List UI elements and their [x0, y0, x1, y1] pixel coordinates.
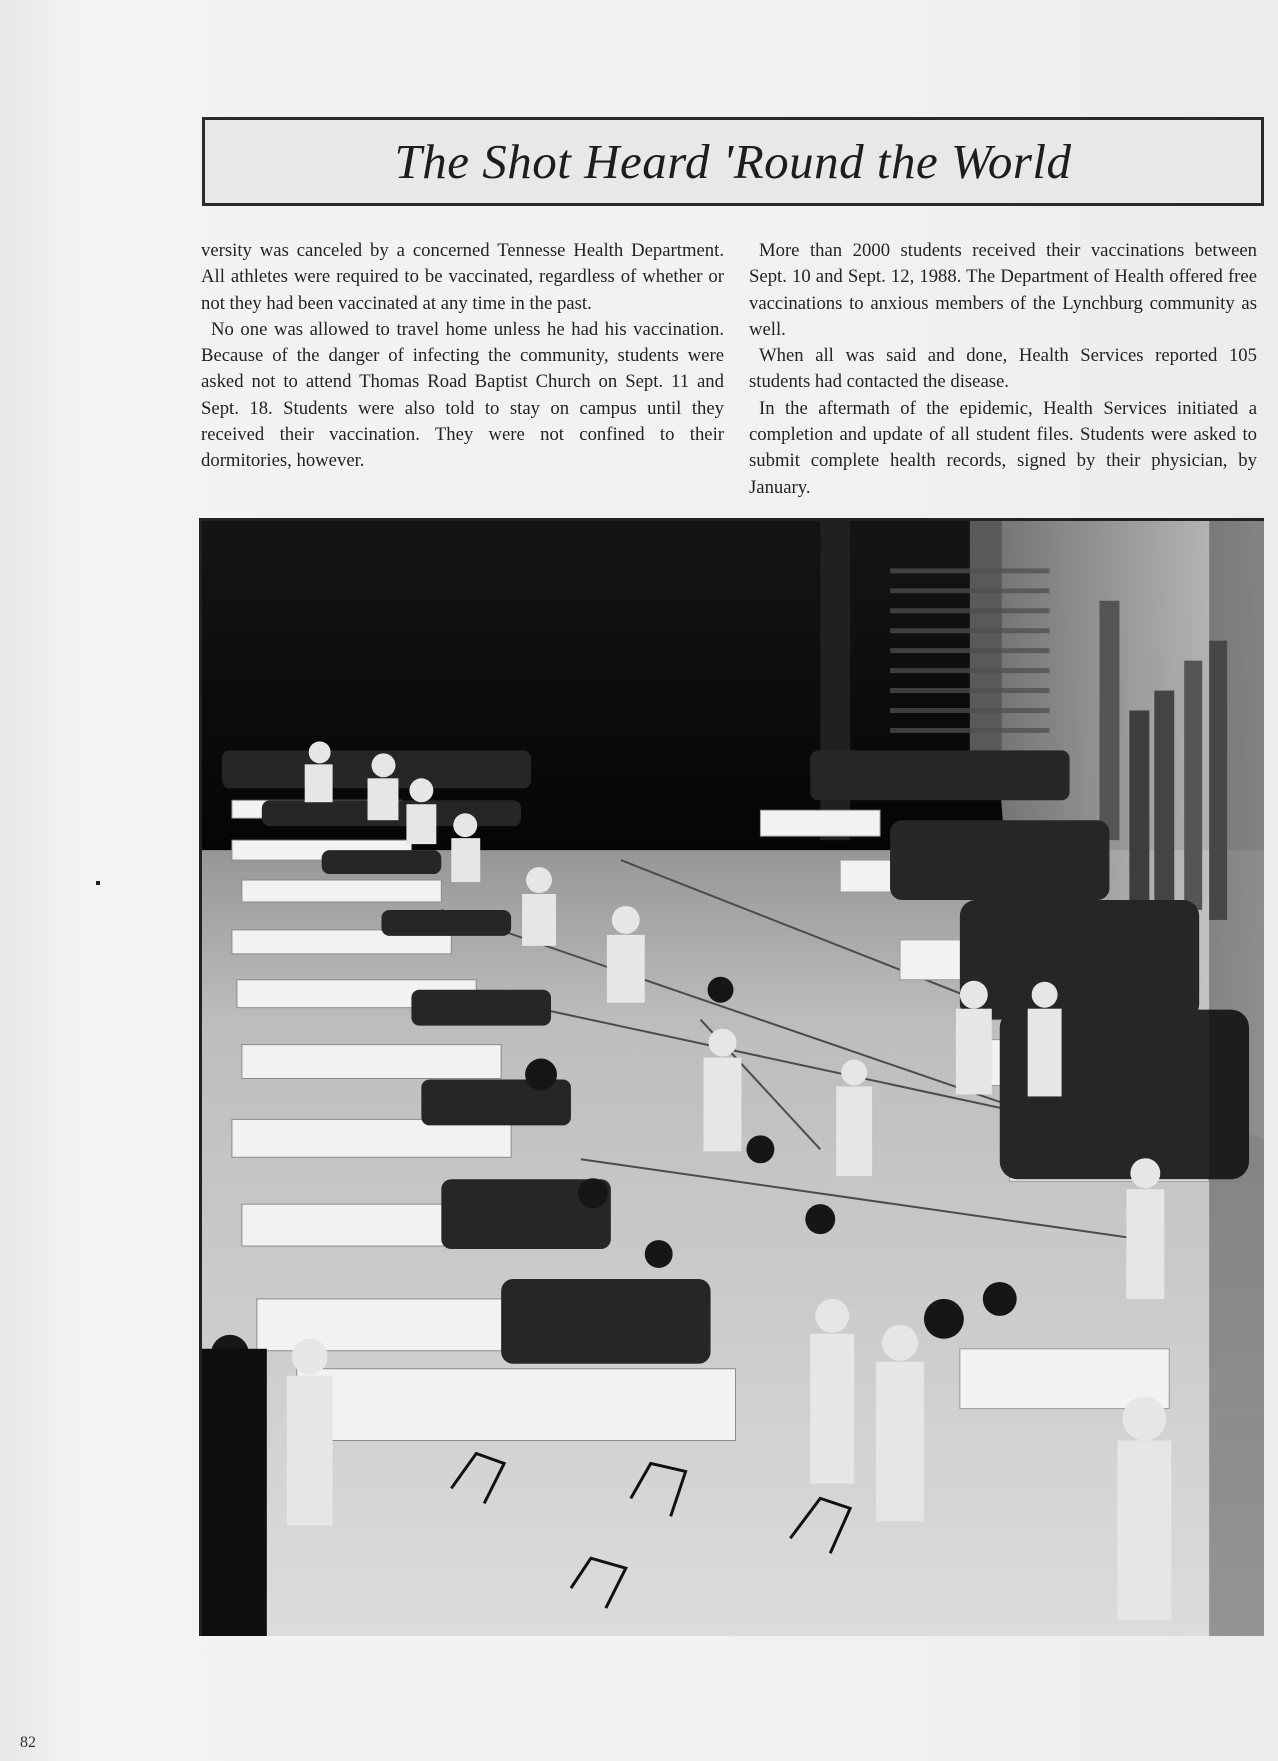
left-paragraph-1: versity was canceled by a concerned Tennesse Health Department. All athletes were required to be vaccinated, regardless of whether or not they had been vaccinated at any time in the past. [201, 240, 724, 314]
gym-vaccination-photo [199, 518, 1264, 1636]
left-paragraph-2: No one was allowed to travel home unless he had his vaccination. Because of the danger of infecting the community, students were asked not to attend Thomas Road Baptist Church on Sept. 11 and Sept. 18. Students were also told to stay on campus until they received their vaccination. They were not confined to their dormitories, however. [201, 318, 724, 472]
right-paragraph-2: When all was said and done, Health Services reported 105 students had contacted the disease. [749, 345, 1257, 393]
photo-illustration [202, 521, 1264, 1636]
article-left-column [201, 238, 724, 475]
page-title: The Shot Heard 'Round the World [394, 134, 1072, 189]
title-banner [202, 117, 1264, 206]
scan-mark [96, 881, 100, 885]
right-paragraph-1: More than 2000 students received their vaccinations between Sept. 10 and Sept. 12, 1988. The Department of Health offered free vaccinations to anxious members of the Lynchburg community as well. [749, 240, 1257, 340]
right-paragraph-3: In the aftermath of the epidemic, Health Services initiated a completion and update of all student files. Students were asked to submit complete health records, signed by their physician, by January. [749, 397, 1257, 498]
article-right-column [749, 238, 1257, 501]
page-number: 82 [20, 1734, 36, 1751]
